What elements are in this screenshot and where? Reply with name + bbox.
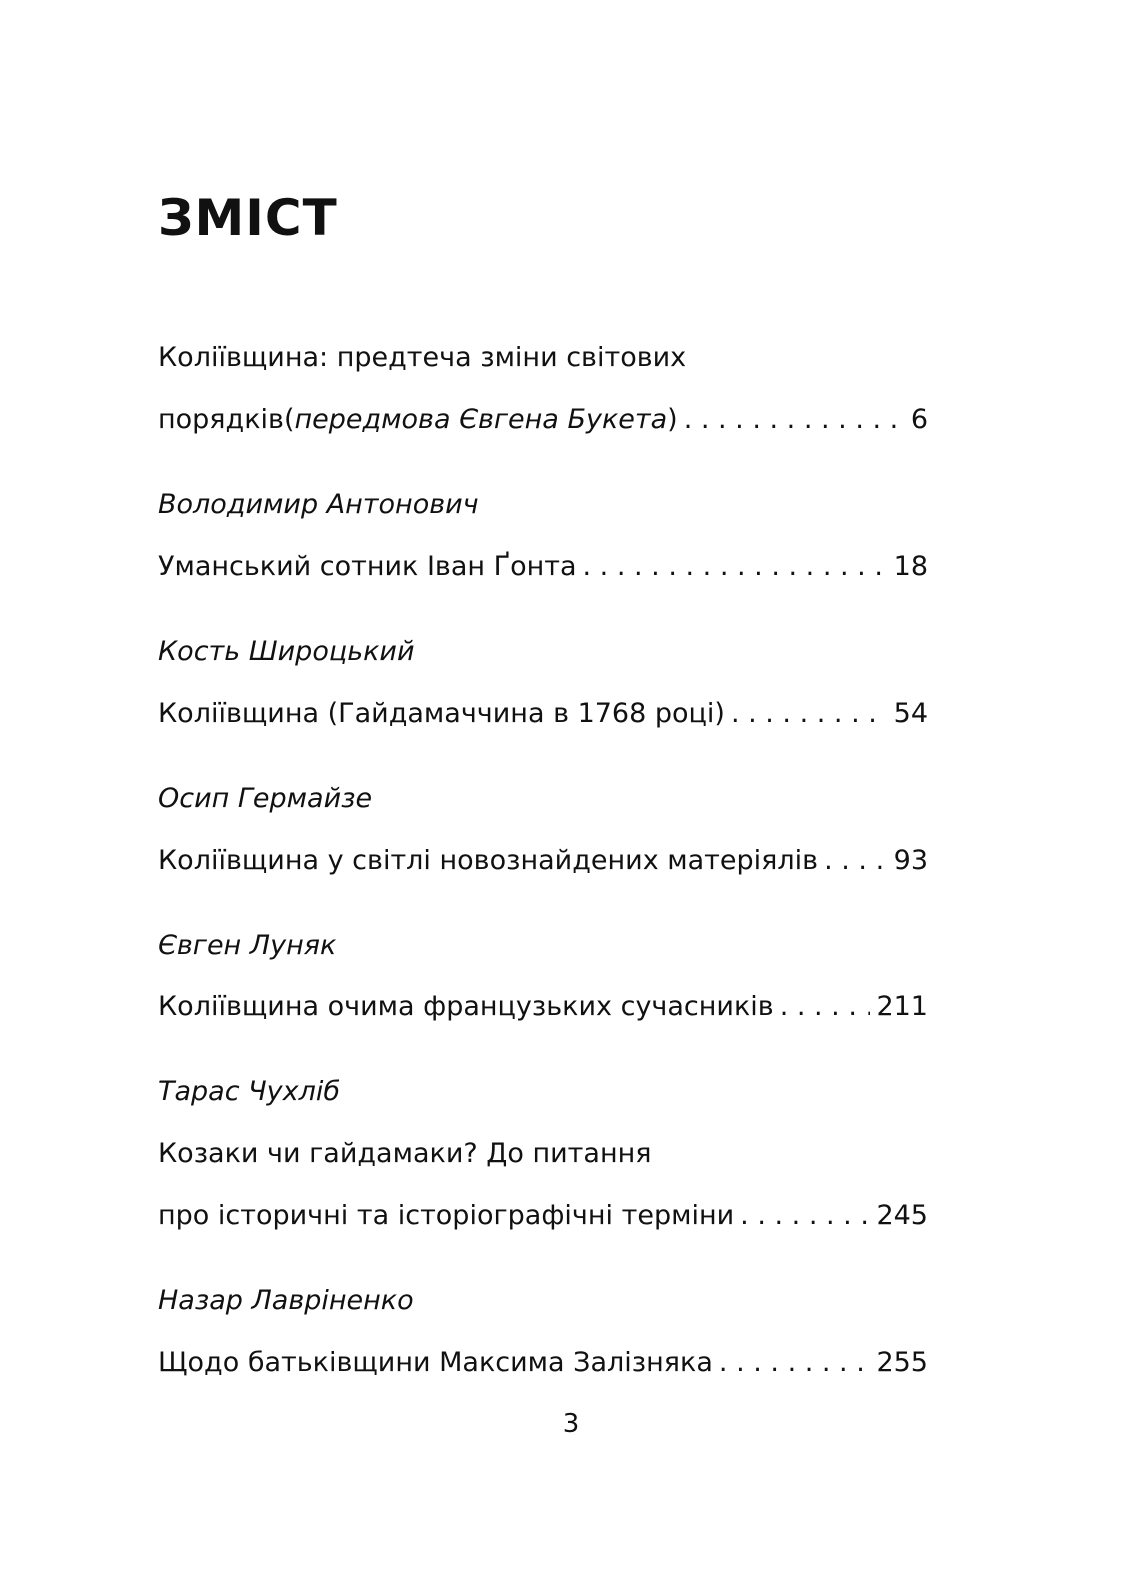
toc-author: Осип Гермайзе bbox=[158, 783, 373, 814]
toc-entry-title: Коліївщина у світлі новознайдених матеріялів bbox=[158, 845, 819, 876]
toc-entry-title: Щодо батьківщини Максима Залізняка bbox=[158, 1347, 713, 1378]
dot-leader bbox=[583, 547, 888, 587]
toc-entry-2 bbox=[158, 547, 928, 587]
preface-note: передмова Євгена Букета bbox=[294, 404, 668, 435]
toc-page-number: 18 bbox=[893, 551, 928, 582]
toc-page-number: 255 bbox=[876, 1347, 928, 1378]
toc-entry-6-line-1 bbox=[158, 1134, 928, 1174]
toc-page-number: 6 bbox=[910, 404, 928, 435]
toc-entry-title: порядків(передмова Євгена Букета) bbox=[158, 404, 678, 435]
page-title: ЗМІСТ bbox=[158, 189, 338, 247]
dot-leader bbox=[719, 1343, 871, 1383]
toc-entry-4 bbox=[158, 841, 928, 881]
toc-entry-title: Коліївщина: предтеча зміни світових bbox=[158, 342, 687, 373]
toc-entry-title: про історичні та історіографічні терміни bbox=[158, 1200, 735, 1231]
toc-author: Володимир Антонович bbox=[158, 489, 479, 520]
dot-leader bbox=[684, 400, 905, 440]
toc-entry-5 bbox=[158, 987, 928, 1027]
toc-entry-title: Козаки чи гайдамаки? До питання bbox=[158, 1138, 652, 1169]
toc-entry-1-line-2 bbox=[158, 400, 928, 440]
toc-author: Назар Лавріненко bbox=[158, 1285, 414, 1316]
toc-author: Кость Широцький bbox=[158, 636, 415, 667]
dot-leader bbox=[824, 841, 888, 881]
dot-leader bbox=[780, 987, 871, 1027]
toc-page-number: 54 bbox=[893, 698, 928, 729]
toc-entry-title: Коліївщина очима французьких сучасників bbox=[158, 991, 774, 1022]
toc-entry-6-line-2 bbox=[158, 1196, 928, 1236]
toc-page-number: 93 bbox=[893, 845, 928, 876]
toc-entry-title: Коліївщина (Гайдамаччина в 1768 році) bbox=[158, 698, 725, 729]
toc-entry-3 bbox=[158, 694, 928, 734]
toc-author: Євген Луняк bbox=[158, 930, 337, 961]
toc-page-number: 245 bbox=[876, 1200, 928, 1231]
toc-page-number: 211 bbox=[876, 991, 928, 1022]
page-number: 3 bbox=[562, 1409, 580, 1439]
toc-entry-title: Уманський сотник Іван Ґонта bbox=[158, 551, 577, 582]
dot-leader bbox=[731, 694, 888, 734]
toc-author: Тарас Чухліб bbox=[158, 1076, 341, 1107]
toc-entry-7 bbox=[158, 1343, 928, 1383]
dot-leader bbox=[740, 1196, 870, 1236]
toc-entry-1-line-1 bbox=[158, 338, 928, 378]
